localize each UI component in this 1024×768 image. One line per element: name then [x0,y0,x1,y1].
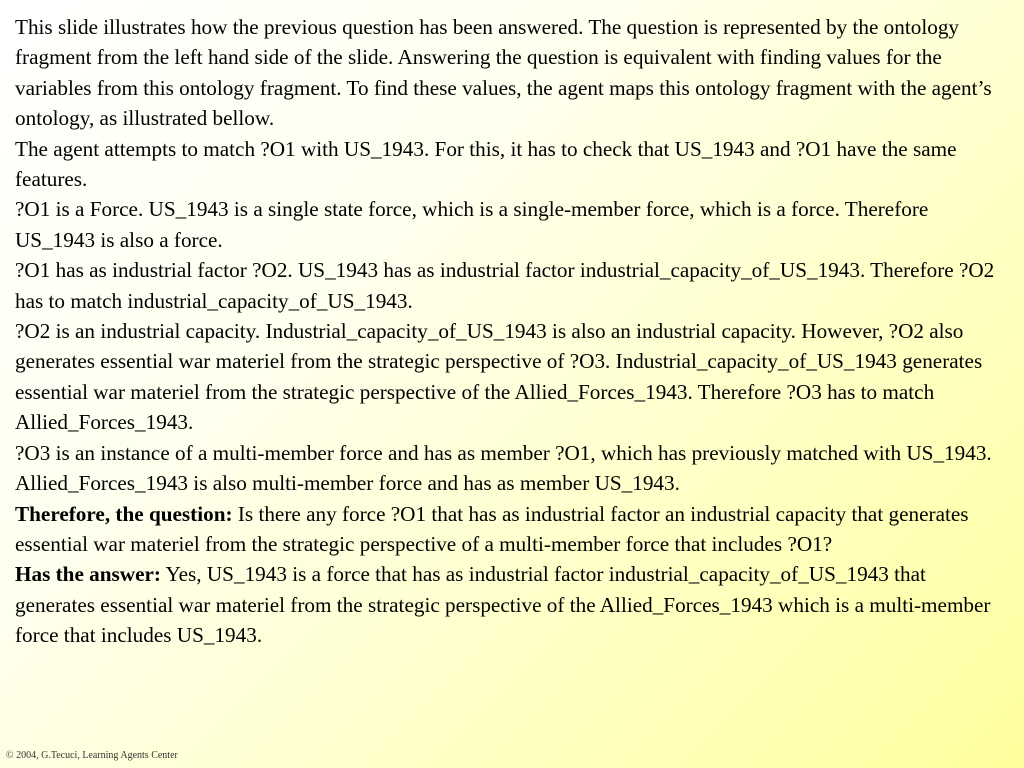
paragraph-bold-lead: Has the answer: [15,562,161,587]
paragraph-text: Is there any force ?O1 that has as industrial factor an industrial capacity that generates essential war materiel from the strategic perspective of a multi-member force that includes ?O1? [15,501,969,556]
paragraph-match-attempt [15,134,1010,195]
paragraph-intro [15,12,1010,134]
paragraph-text: ?O1 is a Force. US_1943 is a single state force, which is a single-member force, which is a force. Therefore US_1943 is also a force. [15,197,929,252]
paragraph-multi-member-force [15,438,1010,499]
paragraph-text: ?O1 has as industrial factor ?O2. US_1943 has as industrial factor industrial_capacity_of_US_1943. Therefore ?O2 has to match industrial_capacity_of_US_1943. [15,258,995,313]
paragraph-bold-lead: Therefore, the question: [15,501,233,526]
paragraph-text: ?O3 is an instance of a multi-member force and has as member ?O1, which has previously matched with US_1943. Allied_Forces_1943 is also multi-member force and has as member US_1943. [15,440,992,496]
paragraph-text: Yes, US_1943 is a force that has as industrial factor industrial_capacity_of_US_1943 that generates essential war materiel from the strategic perspective of the Allied_Forces_1943 which is a multi-member force that includes US_1943. [15,562,991,648]
paragraph-text: ?O2 is an industrial capacity. Industrial_capacity_of_US_1943 is also an industrial capacity. However, ?O2 also generates essential war materiel from the strategic perspective of ?O3. Industrial_capacity_of_US_1943 generates essential war materiel from the strategic perspective of the Allied_Forces_1943. Therefore ?O3 has to match Allied_Forces_1943. [15,319,983,435]
paragraph-industrial-capacity [15,316,1010,438]
paragraph-text: This slide illustrates how the previous question has been answered. The question is represented by the ontology fragment from the left hand side of the slide. Answering the question is equivalent with finding values for the variables from this ontology fragment. To find these values, the agent maps this ontology fragment with the agent’s ontology, as illustrated bellow. [15,15,992,131]
paragraph-answer [15,559,1010,650]
paragraph-force-check [15,194,1010,255]
paragraph-question [15,499,1010,560]
copyright-footer: © 2004, G.Tecuci, Learning Agents Center [6,750,178,761]
slide-body-text [15,12,1010,651]
paragraph-industrial-factor [15,255,1010,316]
paragraph-text: The agent attempts to match ?O1 with US_1943. For this, it has to check that US_1943 and ?O1 have the same features. [15,136,957,192]
